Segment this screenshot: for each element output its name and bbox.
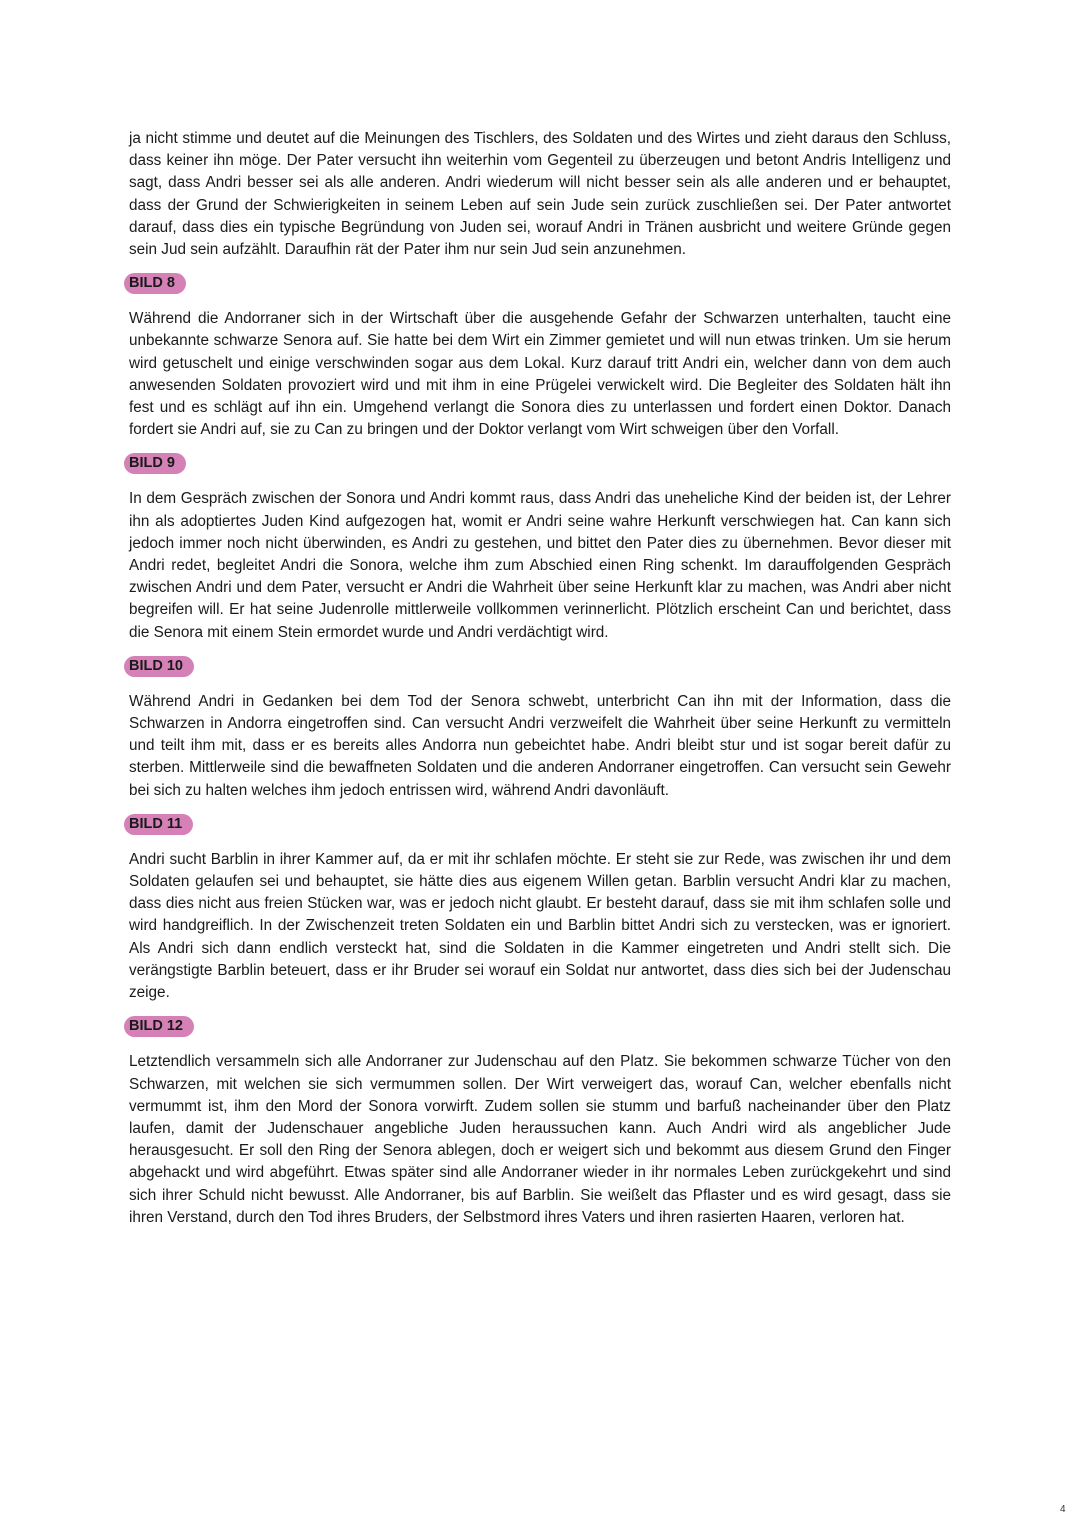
document-page [129,128,951,1229]
section-bild-11 [129,814,951,1004]
section-label-badge: BILD 10 [124,656,194,677]
section-bild-9 [129,453,951,643]
section-label-badge: BILD 11 [124,814,193,835]
section-paragraph: In dem Gespräch zwischen der Sonora und Andri kommt raus, dass Andri das uneheliche Kind der beiden ist, der Lehrer ihn als adoptiertes Juden Kind aufgezogen hat, womit er Andri seine wahre Herkunft verschwiegen hat. Can kann sich jedoch immer noch nicht überwinden, es Andri zu gestehen, und bittet den Pater dies zu übernehmen. Bevor dieser mit Andri redet, begleitet Andri die Sonora, welche ihm zum Abschied einen Ring schenkt. Im darauffolgenden Gespräch zwischen Andri und dem Pater, versucht er Andri die Wahrheit über seine Herkunft klar zu machen, was Andri aber nicht begreifen will. Er hat seine Judenrolle mittlerweile vollkommen verinnerlicht. Plötzlich erscheint Can und berichtet, dass die Senora mit einem Stein ermordet wurde und Andri verdächtigt wird. [129,490,951,641]
section-label-badge: BILD 8 [124,273,186,294]
section-paragraph: Während die Andorraner sich in der Wirtschaft über die ausgehende Gefahr der Schwarzen unterhalten, taucht eine unbekannte schwarze Senora auf. Sie hatte bei dem Wirt ein Zimmer gemietet und will nun etwas trinken. Um sie herum wird getuschelt und einige verschwinden sogar aus dem Lokal. Kurz darauf tritt Andri ein, welcher dann von dem auch anwesenden Soldaten provoziert wird und mit ihm in eine Prügelei verwickelt wird. Die Begleiter des Soldaten hält ihn fest und es schlägt auf ihn ein. Umgehend verlangt die Sonora dies zu unterlassen und fordert einen Doktor. Danach fordert sie Andri auf, sie zu Can zu bringen und der Doktor verlangt vom Wirt schweigen über den Vorfall. [129,310,951,439]
section-paragraph: Während Andri in Gedanken bei dem Tod der Senora schwebt, unterbricht Can ihn mit der Information, dass die Schwarzen in Andorra eingetroffen sind. Can versucht Andri verzweifelt die Wahrheit über seine Herkunft zu vermitteln und teilt ihm mit, dass er es bereits alles Andorra nun gebeichtet habe. Andri bleibt stur und ist sogar bereit dafür zu sterben. Mittlerweile sind die bewaffneten Soldaten und die anderen Andorraner eingetroffen. Can versucht sein Gewehr bei sich zu halten welches ihm jedoch entrissen wird, während Andri davonläuft. [129,692,951,799]
section-bild-8 [129,273,951,441]
section-bild-12 [129,1016,951,1229]
intro-paragraph: ja nicht stimme und deutet auf die Meinungen des Tischlers, des Soldaten und des Wirtes und zieht daraus den Schluss, dass keiner ihn möge. Der Pater versucht ihn weiterhin vom Gegenteil zu überzeugen und betont Andris Intelligenz und sagt, dass Andri besser sei als alle anderen. Andri wiederum will nicht besser sein als alle anderen und er behauptet, dass der Grund der Schwierigkeiten in seinem Leben auf sein Jude sein zurück zuschließen sei. Der Pater antwortet darauf, dass dies ein typische Begründung von Juden sei, worauf Andri in Tränen ausbricht und weitere Gründe gegen sein Jud sein aufzählt. Daraufhin rät der Pater ihm nur sein Jud sein anzunehmen. [129,130,951,259]
page-number: 4 [1060,1504,1066,1515]
section-label-badge: BILD 12 [124,1016,194,1037]
section-label-badge: BILD 9 [124,453,186,474]
section-bild-10 [129,656,951,802]
section-paragraph: Andri sucht Barblin in ihrer Kammer auf, da er mit ihr schlafen möchte. Er steht sie zur Rede, was zwischen ihr und dem Soldaten gelaufen sei und behauptet, sie hätte dies aus eigenem Willen getan. Barblin versucht Andri klar zu machen, dass dies nicht aus freien Stücken war, was er jedoch nicht glaubt. Er besteht darauf, dass sie mit ihm schlafen solle und wird handgreiflich. In der Zwischenzeit treten Soldaten ein und Barblin bittet Andri sich zu verstecken, was er ignoriert. Als Andri sich dann endlich versteckt hat, sind die Soldaten in die Kammer eingetreten und Andri stellt sich. Die verängstigte Barblin beteuert, dass er ihr Bruder sei worauf ein Soldat nur antwortet, dass dies sich bei der Judenschau zeige. [129,850,951,1002]
section-paragraph: Letztendlich versammeln sich alle Andorraner zur Judenschau auf den Platz. Sie bekommen schwarze Tücher von den Schwarzen, mit welchen sie sich vermummen sollen. Der Wirt verweigert das, worauf Can, welcher ebenfalls nicht vermummt ist, ihm den Mord der Sonora vorwirft. Zudem sollen sie stumm und barfuß nacheinander über den Platz laufen, damit der Judenschauer angebliche Juden heraussuchen kann. Auch Andri wird als angeblicher Jude herausgesucht. Er soll den Ring der Senora ablegen, doch er weigert sich und bekommt aus diesem Grund den Finger abgehackt und wird abgeführt. Etwas später sind alle Andorraner wieder in ihr normales Leben zurückgekehrt und sind sich ihrer Schuld nicht bewusst. Alle Andorraner, bis auf Barblin. Sie weißelt das Pflaster und es wird gesagt, dass sie ihren Verstand, durch den Tod ihres Bruders, der Selbstmord ihres Vaters und ihren rasierten Haaren, verloren hat. [129,1053,951,1226]
